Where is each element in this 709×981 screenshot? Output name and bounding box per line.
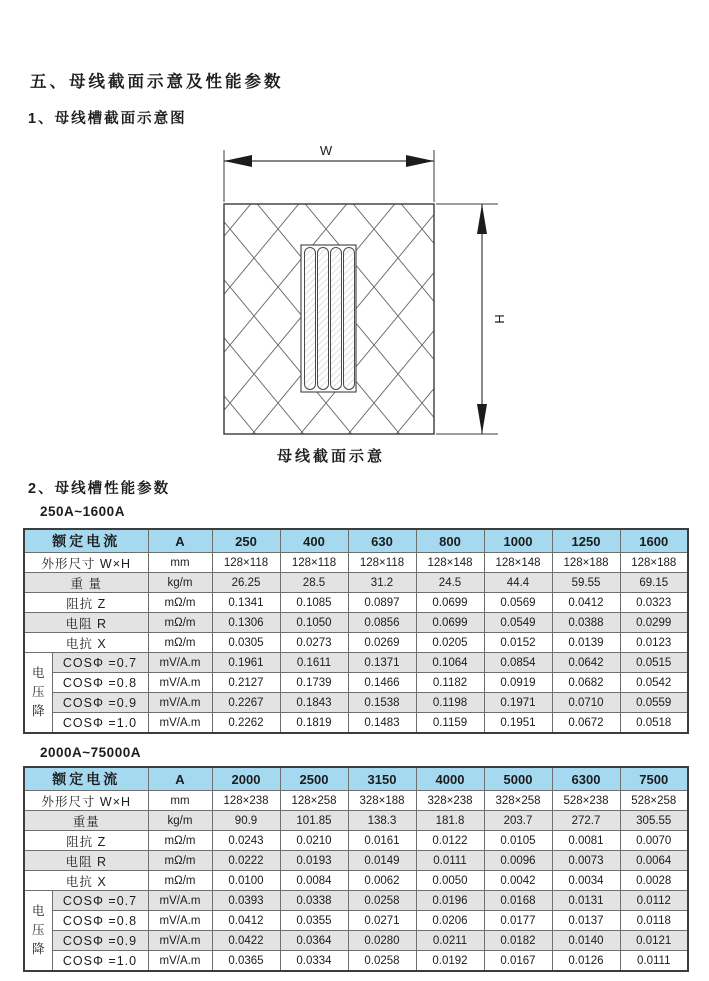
row-unit: mV/A.m bbox=[148, 951, 212, 972]
row-label: COSΦ =0.7 bbox=[52, 891, 148, 911]
performance-table-250a-1600a bbox=[23, 528, 689, 734]
value-cell: 0.1159 bbox=[416, 713, 484, 734]
row-label: 阻抗 Z bbox=[24, 831, 148, 851]
value-cell: 0.0112 bbox=[620, 891, 688, 911]
value-cell: 0.0305 bbox=[212, 633, 280, 653]
value-cell: 0.0205 bbox=[416, 633, 484, 653]
value-cell: 0.0642 bbox=[552, 653, 620, 673]
value-cell: 0.0338 bbox=[280, 891, 348, 911]
value-cell: 26.25 bbox=[212, 573, 280, 593]
value-cell: 24.5 bbox=[416, 573, 484, 593]
value-cell: 0.0096 bbox=[484, 851, 552, 871]
value-cell: 528×258 bbox=[620, 791, 688, 811]
value-cell: 0.1843 bbox=[280, 693, 348, 713]
value-cell: 0.0105 bbox=[484, 831, 552, 851]
value-cell: 0.0258 bbox=[348, 891, 416, 911]
value-cell: 0.0412 bbox=[212, 911, 280, 931]
value-cell: 0.0243 bbox=[212, 831, 280, 851]
voltage-drop-group-label: 电 压 降 bbox=[24, 653, 52, 734]
value-cell: 0.0699 bbox=[416, 613, 484, 633]
value-cell: 0.0196 bbox=[416, 891, 484, 911]
value-cell: 0.0152 bbox=[484, 633, 552, 653]
value-cell: 0.0273 bbox=[280, 633, 348, 653]
value-cell: 0.0206 bbox=[416, 911, 484, 931]
row-unit: mV/A.m bbox=[148, 931, 212, 951]
value-cell: 44.4 bbox=[484, 573, 552, 593]
busbar-conductors bbox=[301, 245, 356, 392]
value-cell: 0.0422 bbox=[212, 931, 280, 951]
value-cell: 0.0126 bbox=[552, 951, 620, 972]
value-cell: 0.2262 bbox=[212, 713, 280, 734]
value-cell: 0.1050 bbox=[280, 613, 348, 633]
current-rating-header: 1000 bbox=[484, 529, 552, 553]
rated-current-header: 额定电流 bbox=[24, 767, 148, 791]
row-label: COSΦ =0.8 bbox=[52, 911, 148, 931]
row-label: 电阻 R bbox=[24, 851, 148, 871]
current-rating-header: 250 bbox=[212, 529, 280, 553]
value-cell: 0.0854 bbox=[484, 653, 552, 673]
value-cell: 0.0364 bbox=[280, 931, 348, 951]
row-label: COSΦ =0.7 bbox=[52, 653, 148, 673]
value-cell: 0.0710 bbox=[552, 693, 620, 713]
value-cell: 0.1971 bbox=[484, 693, 552, 713]
h-dimension-label: H bbox=[492, 314, 507, 324]
value-cell: 90.9 bbox=[212, 811, 280, 831]
value-cell: 0.0559 bbox=[620, 693, 688, 713]
value-cell: 0.0210 bbox=[280, 831, 348, 851]
current-rating-header: 400 bbox=[280, 529, 348, 553]
row-label: 重 量 bbox=[24, 573, 148, 593]
row-unit: mΩ/m bbox=[148, 871, 212, 891]
current-rating-header: 800 bbox=[416, 529, 484, 553]
value-cell: 28.5 bbox=[280, 573, 348, 593]
value-cell: 128×118 bbox=[348, 553, 416, 573]
value-cell: 0.0121 bbox=[620, 931, 688, 951]
row-unit: mΩ/m bbox=[148, 593, 212, 613]
value-cell: 0.0299 bbox=[620, 613, 688, 633]
busway-cross-section-diagram bbox=[158, 142, 510, 447]
value-cell: 0.0856 bbox=[348, 613, 416, 633]
value-cell: 0.0137 bbox=[552, 911, 620, 931]
value-cell: 0.0073 bbox=[552, 851, 620, 871]
value-cell: 0.1961 bbox=[212, 653, 280, 673]
value-cell: 203.7 bbox=[484, 811, 552, 831]
row-label: 电阻 R bbox=[24, 613, 148, 633]
row-label: 外形尺寸 W×H bbox=[24, 791, 148, 811]
value-cell: 0.1306 bbox=[212, 613, 280, 633]
row-unit: mΩ/m bbox=[148, 613, 212, 633]
value-cell: 138.3 bbox=[348, 811, 416, 831]
value-cell: 0.0081 bbox=[552, 831, 620, 851]
h-dimension-arrow bbox=[436, 204, 507, 434]
row-unit: mΩ/m bbox=[148, 851, 212, 871]
value-cell: 0.0028 bbox=[620, 871, 688, 891]
value-cell: 0.0334 bbox=[280, 951, 348, 972]
unit-column-header: A bbox=[148, 767, 212, 791]
value-cell: 0.1371 bbox=[348, 653, 416, 673]
rated-current-header: 额定电流 bbox=[24, 529, 148, 553]
performance-table-2000a-75000a bbox=[23, 766, 689, 972]
value-cell: 0.0919 bbox=[484, 673, 552, 693]
row-label: 重量 bbox=[24, 811, 148, 831]
current-rating-header: 2500 bbox=[280, 767, 348, 791]
value-cell: 0.0393 bbox=[212, 891, 280, 911]
value-cell: 0.0131 bbox=[552, 891, 620, 911]
row-label: 电抗 X bbox=[24, 871, 148, 891]
value-cell: 0.0222 bbox=[212, 851, 280, 871]
value-cell: 128×118 bbox=[212, 553, 280, 573]
value-cell: 0.0388 bbox=[552, 613, 620, 633]
row-unit: mV/A.m bbox=[148, 673, 212, 693]
value-cell: 0.0168 bbox=[484, 891, 552, 911]
value-cell: 0.0365 bbox=[212, 951, 280, 972]
row-unit: mV/A.m bbox=[148, 713, 212, 734]
value-cell: 0.0515 bbox=[620, 653, 688, 673]
value-cell: 0.0182 bbox=[484, 931, 552, 951]
value-cell: 0.0111 bbox=[416, 851, 484, 871]
value-cell: 0.0042 bbox=[484, 871, 552, 891]
value-cell: 128×148 bbox=[416, 553, 484, 573]
row-unit: mV/A.m bbox=[148, 911, 212, 931]
value-cell: 0.0193 bbox=[280, 851, 348, 871]
row-label: 外形尺寸 W×H bbox=[24, 553, 148, 573]
value-cell: 0.0034 bbox=[552, 871, 620, 891]
value-cell: 0.2267 bbox=[212, 693, 280, 713]
value-cell: 0.0682 bbox=[552, 673, 620, 693]
value-cell: 0.1538 bbox=[348, 693, 416, 713]
value-cell: 128×188 bbox=[552, 553, 620, 573]
value-cell: 0.0672 bbox=[552, 713, 620, 734]
row-label: COSΦ =0.8 bbox=[52, 673, 148, 693]
value-cell: 0.0177 bbox=[484, 911, 552, 931]
value-cell: 0.0897 bbox=[348, 593, 416, 613]
value-cell: 0.0542 bbox=[620, 673, 688, 693]
value-cell: 0.0271 bbox=[348, 911, 416, 931]
row-unit: mΩ/m bbox=[148, 831, 212, 851]
value-cell: 0.0192 bbox=[416, 951, 484, 972]
value-cell: 0.0258 bbox=[348, 951, 416, 972]
value-cell: 128×238 bbox=[212, 791, 280, 811]
value-cell: 328×188 bbox=[348, 791, 416, 811]
value-cell: 0.1951 bbox=[484, 713, 552, 734]
row-unit: kg/m bbox=[148, 811, 212, 831]
current-rating-header: 1600 bbox=[620, 529, 688, 553]
value-cell: 0.1483 bbox=[348, 713, 416, 734]
w-dimension-arrow bbox=[224, 143, 434, 202]
row-label: 电抗 X bbox=[24, 633, 148, 653]
value-cell: 0.0100 bbox=[212, 871, 280, 891]
row-unit: mV/A.m bbox=[148, 653, 212, 673]
value-cell: 0.1182 bbox=[416, 673, 484, 693]
row-unit: mΩ/m bbox=[148, 633, 212, 653]
section-title: 五、母线截面示意及性能参数 bbox=[30, 73, 284, 91]
current-rating-header: 6300 bbox=[552, 767, 620, 791]
table-2-range-label: 2000A~75000A bbox=[40, 745, 141, 760]
value-cell: 0.0211 bbox=[416, 931, 484, 951]
value-cell: 128×258 bbox=[280, 791, 348, 811]
row-unit: kg/m bbox=[148, 573, 212, 593]
value-cell: 0.0161 bbox=[348, 831, 416, 851]
value-cell: 0.0699 bbox=[416, 593, 484, 613]
row-unit: mV/A.m bbox=[148, 693, 212, 713]
voltage-drop-group-label: 电 压 降 bbox=[24, 891, 52, 972]
value-cell: 0.0111 bbox=[620, 951, 688, 972]
value-cell: 0.0122 bbox=[416, 831, 484, 851]
current-rating-header: 2000 bbox=[212, 767, 280, 791]
value-cell: 101.85 bbox=[280, 811, 348, 831]
value-cell: 0.0118 bbox=[620, 911, 688, 931]
value-cell: 0.0050 bbox=[416, 871, 484, 891]
value-cell: 128×118 bbox=[280, 553, 348, 573]
row-label: COSΦ =0.9 bbox=[52, 693, 148, 713]
value-cell: 0.1739 bbox=[280, 673, 348, 693]
value-cell: 0.0355 bbox=[280, 911, 348, 931]
current-rating-header: 7500 bbox=[620, 767, 688, 791]
row-unit: mV/A.m bbox=[148, 891, 212, 911]
subsection-2-title: 2、母线槽性能参数 bbox=[28, 481, 171, 497]
value-cell: 0.0062 bbox=[348, 871, 416, 891]
value-cell: 0.1466 bbox=[348, 673, 416, 693]
value-cell: 0.2127 bbox=[212, 673, 280, 693]
value-cell: 0.0412 bbox=[552, 593, 620, 613]
value-cell: 0.0167 bbox=[484, 951, 552, 972]
current-rating-header: 3150 bbox=[348, 767, 416, 791]
row-unit: mm bbox=[148, 553, 212, 573]
value-cell: 0.0149 bbox=[348, 851, 416, 871]
value-cell: 0.1198 bbox=[416, 693, 484, 713]
value-cell: 128×188 bbox=[620, 553, 688, 573]
value-cell: 0.0549 bbox=[484, 613, 552, 633]
row-label: COSΦ =1.0 bbox=[52, 713, 148, 734]
value-cell: 328×238 bbox=[416, 791, 484, 811]
subsection-1-title: 1、母线槽截面示意图 bbox=[28, 111, 187, 127]
value-cell: 0.0269 bbox=[348, 633, 416, 653]
value-cell: 31.2 bbox=[348, 573, 416, 593]
value-cell: 305.55 bbox=[620, 811, 688, 831]
table-1-range-label: 250A~1600A bbox=[40, 504, 125, 519]
value-cell: 0.1819 bbox=[280, 713, 348, 734]
value-cell: 328×258 bbox=[484, 791, 552, 811]
row-label: COSΦ =0.9 bbox=[52, 931, 148, 951]
current-rating-header: 630 bbox=[348, 529, 416, 553]
value-cell: 0.0064 bbox=[620, 851, 688, 871]
value-cell: 0.0070 bbox=[620, 831, 688, 851]
diagram-caption: 母线截面示意 bbox=[276, 448, 385, 465]
value-cell: 0.1341 bbox=[212, 593, 280, 613]
busway-cross-section-drawing bbox=[158, 142, 510, 442]
value-cell: 0.1064 bbox=[416, 653, 484, 673]
value-cell: 0.0569 bbox=[484, 593, 552, 613]
unit-column-header: A bbox=[148, 529, 212, 553]
value-cell: 0.0084 bbox=[280, 871, 348, 891]
value-cell: 69.15 bbox=[620, 573, 688, 593]
value-cell: 528×238 bbox=[552, 791, 620, 811]
row-label: COSΦ =1.0 bbox=[52, 951, 148, 972]
current-rating-header: 5000 bbox=[484, 767, 552, 791]
value-cell: 0.0123 bbox=[620, 633, 688, 653]
current-rating-header: 4000 bbox=[416, 767, 484, 791]
value-cell: 128×148 bbox=[484, 553, 552, 573]
value-cell: 59.55 bbox=[552, 573, 620, 593]
value-cell: 0.0518 bbox=[620, 713, 688, 734]
value-cell: 181.8 bbox=[416, 811, 484, 831]
row-unit: mm bbox=[148, 791, 212, 811]
w-dimension-label: W bbox=[319, 143, 333, 158]
value-cell: 0.0280 bbox=[348, 931, 416, 951]
value-cell: 272.7 bbox=[552, 811, 620, 831]
value-cell: 0.0139 bbox=[552, 633, 620, 653]
row-label: 阻抗 Z bbox=[24, 593, 148, 613]
value-cell: 0.0323 bbox=[620, 593, 688, 613]
value-cell: 0.0140 bbox=[552, 931, 620, 951]
value-cell: 0.1085 bbox=[280, 593, 348, 613]
value-cell: 0.1611 bbox=[280, 653, 348, 673]
current-rating-header: 1250 bbox=[552, 529, 620, 553]
